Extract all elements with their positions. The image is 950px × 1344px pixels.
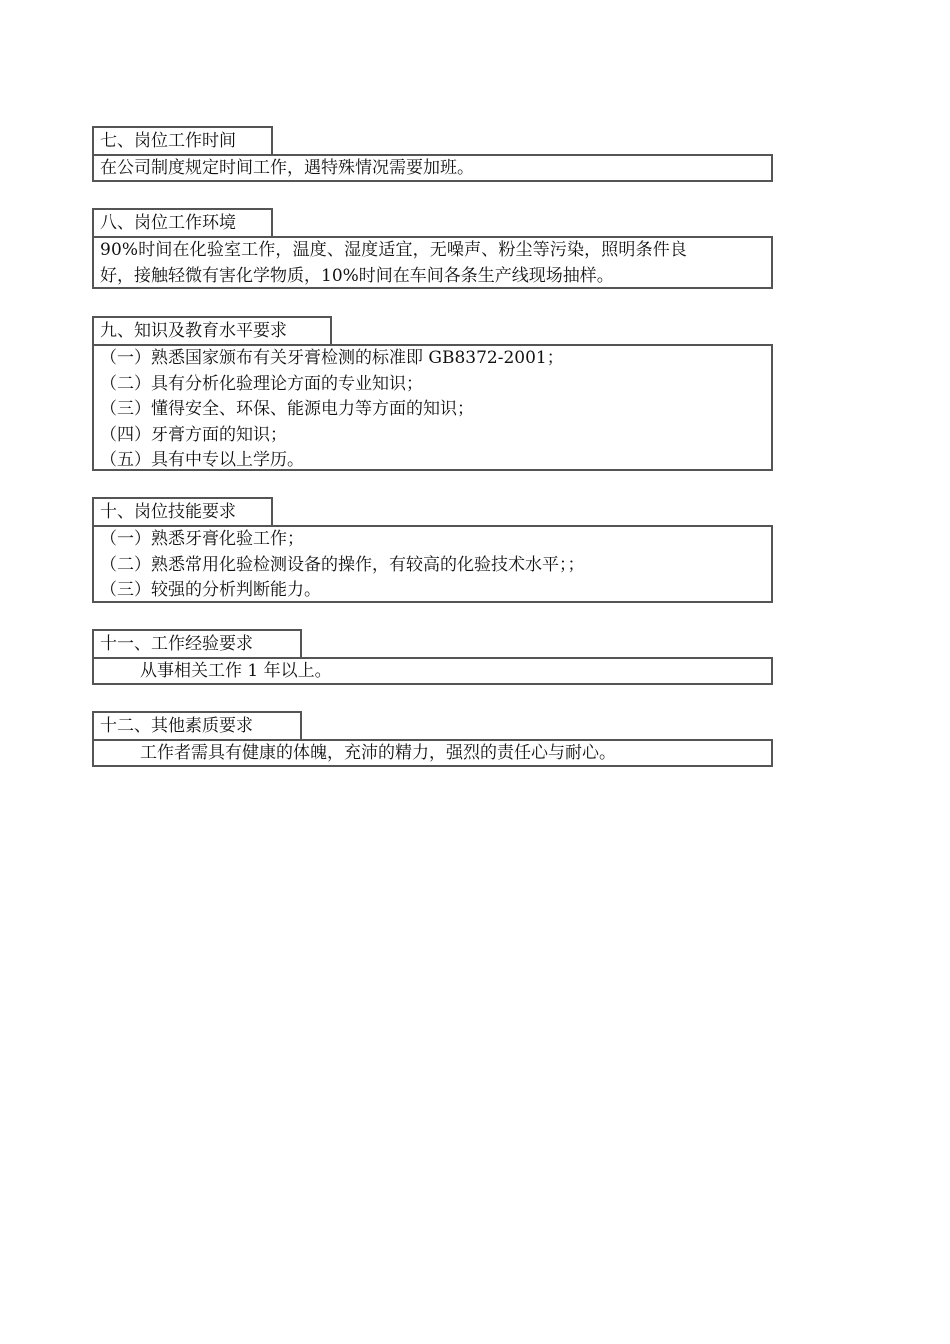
section-work-environment (92, 208, 773, 289)
section-content (92, 154, 773, 182)
section-title: 十、岗位技能要求 (92, 497, 273, 525)
section-title: 七、岗位工作时间 (92, 126, 273, 154)
content-line: （一）熟悉牙膏化验工作； (100, 529, 304, 549)
section-experience-requirements (92, 629, 773, 685)
section-content (92, 657, 773, 685)
content-line: 90%时间在化验室工作，温度、湿度适宜，无噪声、粉尘等污染，照明条件良 (100, 240, 688, 260)
section-work-hours (92, 126, 773, 182)
section-skill-requirements (92, 497, 773, 603)
section-other-qualities (92, 711, 773, 767)
content-line: 好，接触轻微有害化学物质，10%时间在车间各条生产线现场抽样。 (100, 265, 614, 286)
content-line: （三）懂得安全、环保、能源电力等方面的知识； (100, 399, 474, 419)
section-content (92, 739, 773, 767)
section-content (92, 236, 773, 289)
content-line: 从事相关工作 1 年以上。 (140, 661, 332, 681)
section-title: 九、知识及教育水平要求 (92, 316, 332, 344)
section-title: 八、岗位工作环境 (92, 208, 273, 236)
content-line: （三）较强的分析判断能力。 (100, 580, 321, 600)
section-knowledge-education (92, 316, 773, 471)
content-line: （五）具有中专以上学历。 (100, 450, 304, 470)
content-line: （二）熟悉常用化验检测设备的操作，有较高的化验技术水平；； (100, 554, 585, 575)
content-line: （一）熟悉国家颁布有关牙膏检测的标准即 GB8372-2001； (100, 348, 564, 368)
section-content (92, 525, 773, 603)
section-title: 十一、工作经验要求 (92, 629, 302, 657)
content-line: （四）牙膏方面的知识； (100, 424, 287, 445)
content-line: 在公司制度规定时间工作，遇特殊情况需要加班。 (100, 158, 474, 178)
content-line: （二）具有分析化验理论方面的专业知识； (100, 373, 423, 394)
content-line: 工作者需具有健康的体魄，充沛的精力，强烈的责任心与耐心。 (140, 743, 616, 763)
section-title: 十二、其他素质要求 (92, 711, 302, 739)
section-content (92, 344, 773, 471)
